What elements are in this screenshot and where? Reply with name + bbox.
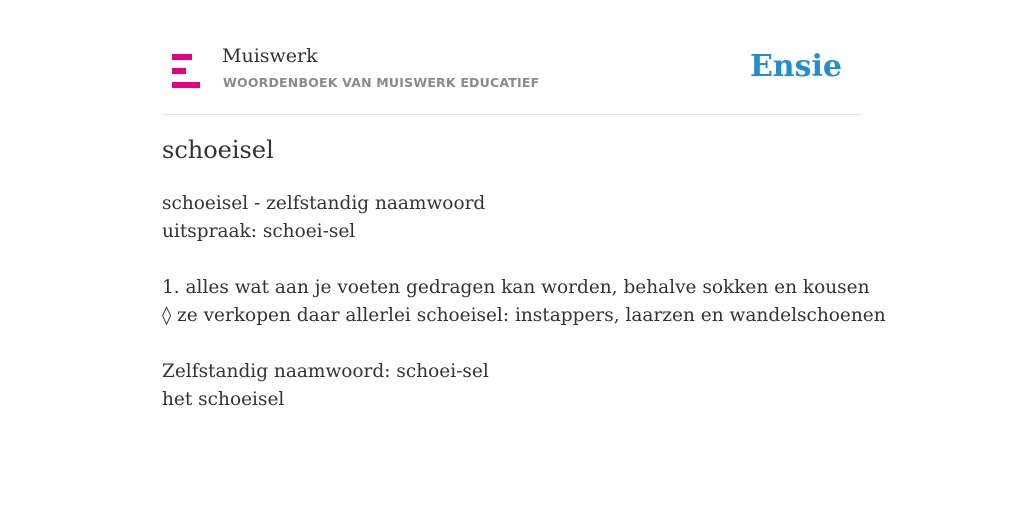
- ensie-logo-link[interactable]: Ensie: [749, 49, 842, 84]
- dictionary-subtitle: WOORDENBOEK VAN MUISWERK EDUCATIEF: [223, 75, 540, 90]
- dictionary-title[interactable]: Muiswerk: [222, 45, 318, 67]
- entry-headword: schoeisel: [162, 136, 274, 164]
- logo-bar-bottom: [172, 82, 200, 88]
- article-line: het schoeisel: [162, 389, 285, 410]
- grammar-line: Zelfstandig naamwoord: schoei-sel: [162, 361, 489, 382]
- meaning-line: 1. alles wat aan je voeten gedragen kan worden, behalve sokken en kousen: [162, 277, 870, 298]
- site-header: [162, 0, 862, 115]
- example-line: ◊ ze verkopen daar allerlei schoeisel: instappers, laarzen en wandelschoenen: [162, 305, 886, 326]
- entry-definition: [162, 190, 886, 414]
- spacer: [162, 330, 862, 358]
- logo-bar-middle: [172, 68, 186, 74]
- pronunciation-line: uitspraak: schoei-sel: [162, 221, 356, 242]
- muiswerk-logo-icon[interactable]: [172, 54, 200, 88]
- logo-bar-top: [172, 54, 192, 60]
- part-of-speech-line: schoeisel - zelfstandig naamwoord: [162, 193, 486, 214]
- spacer: [162, 246, 862, 274]
